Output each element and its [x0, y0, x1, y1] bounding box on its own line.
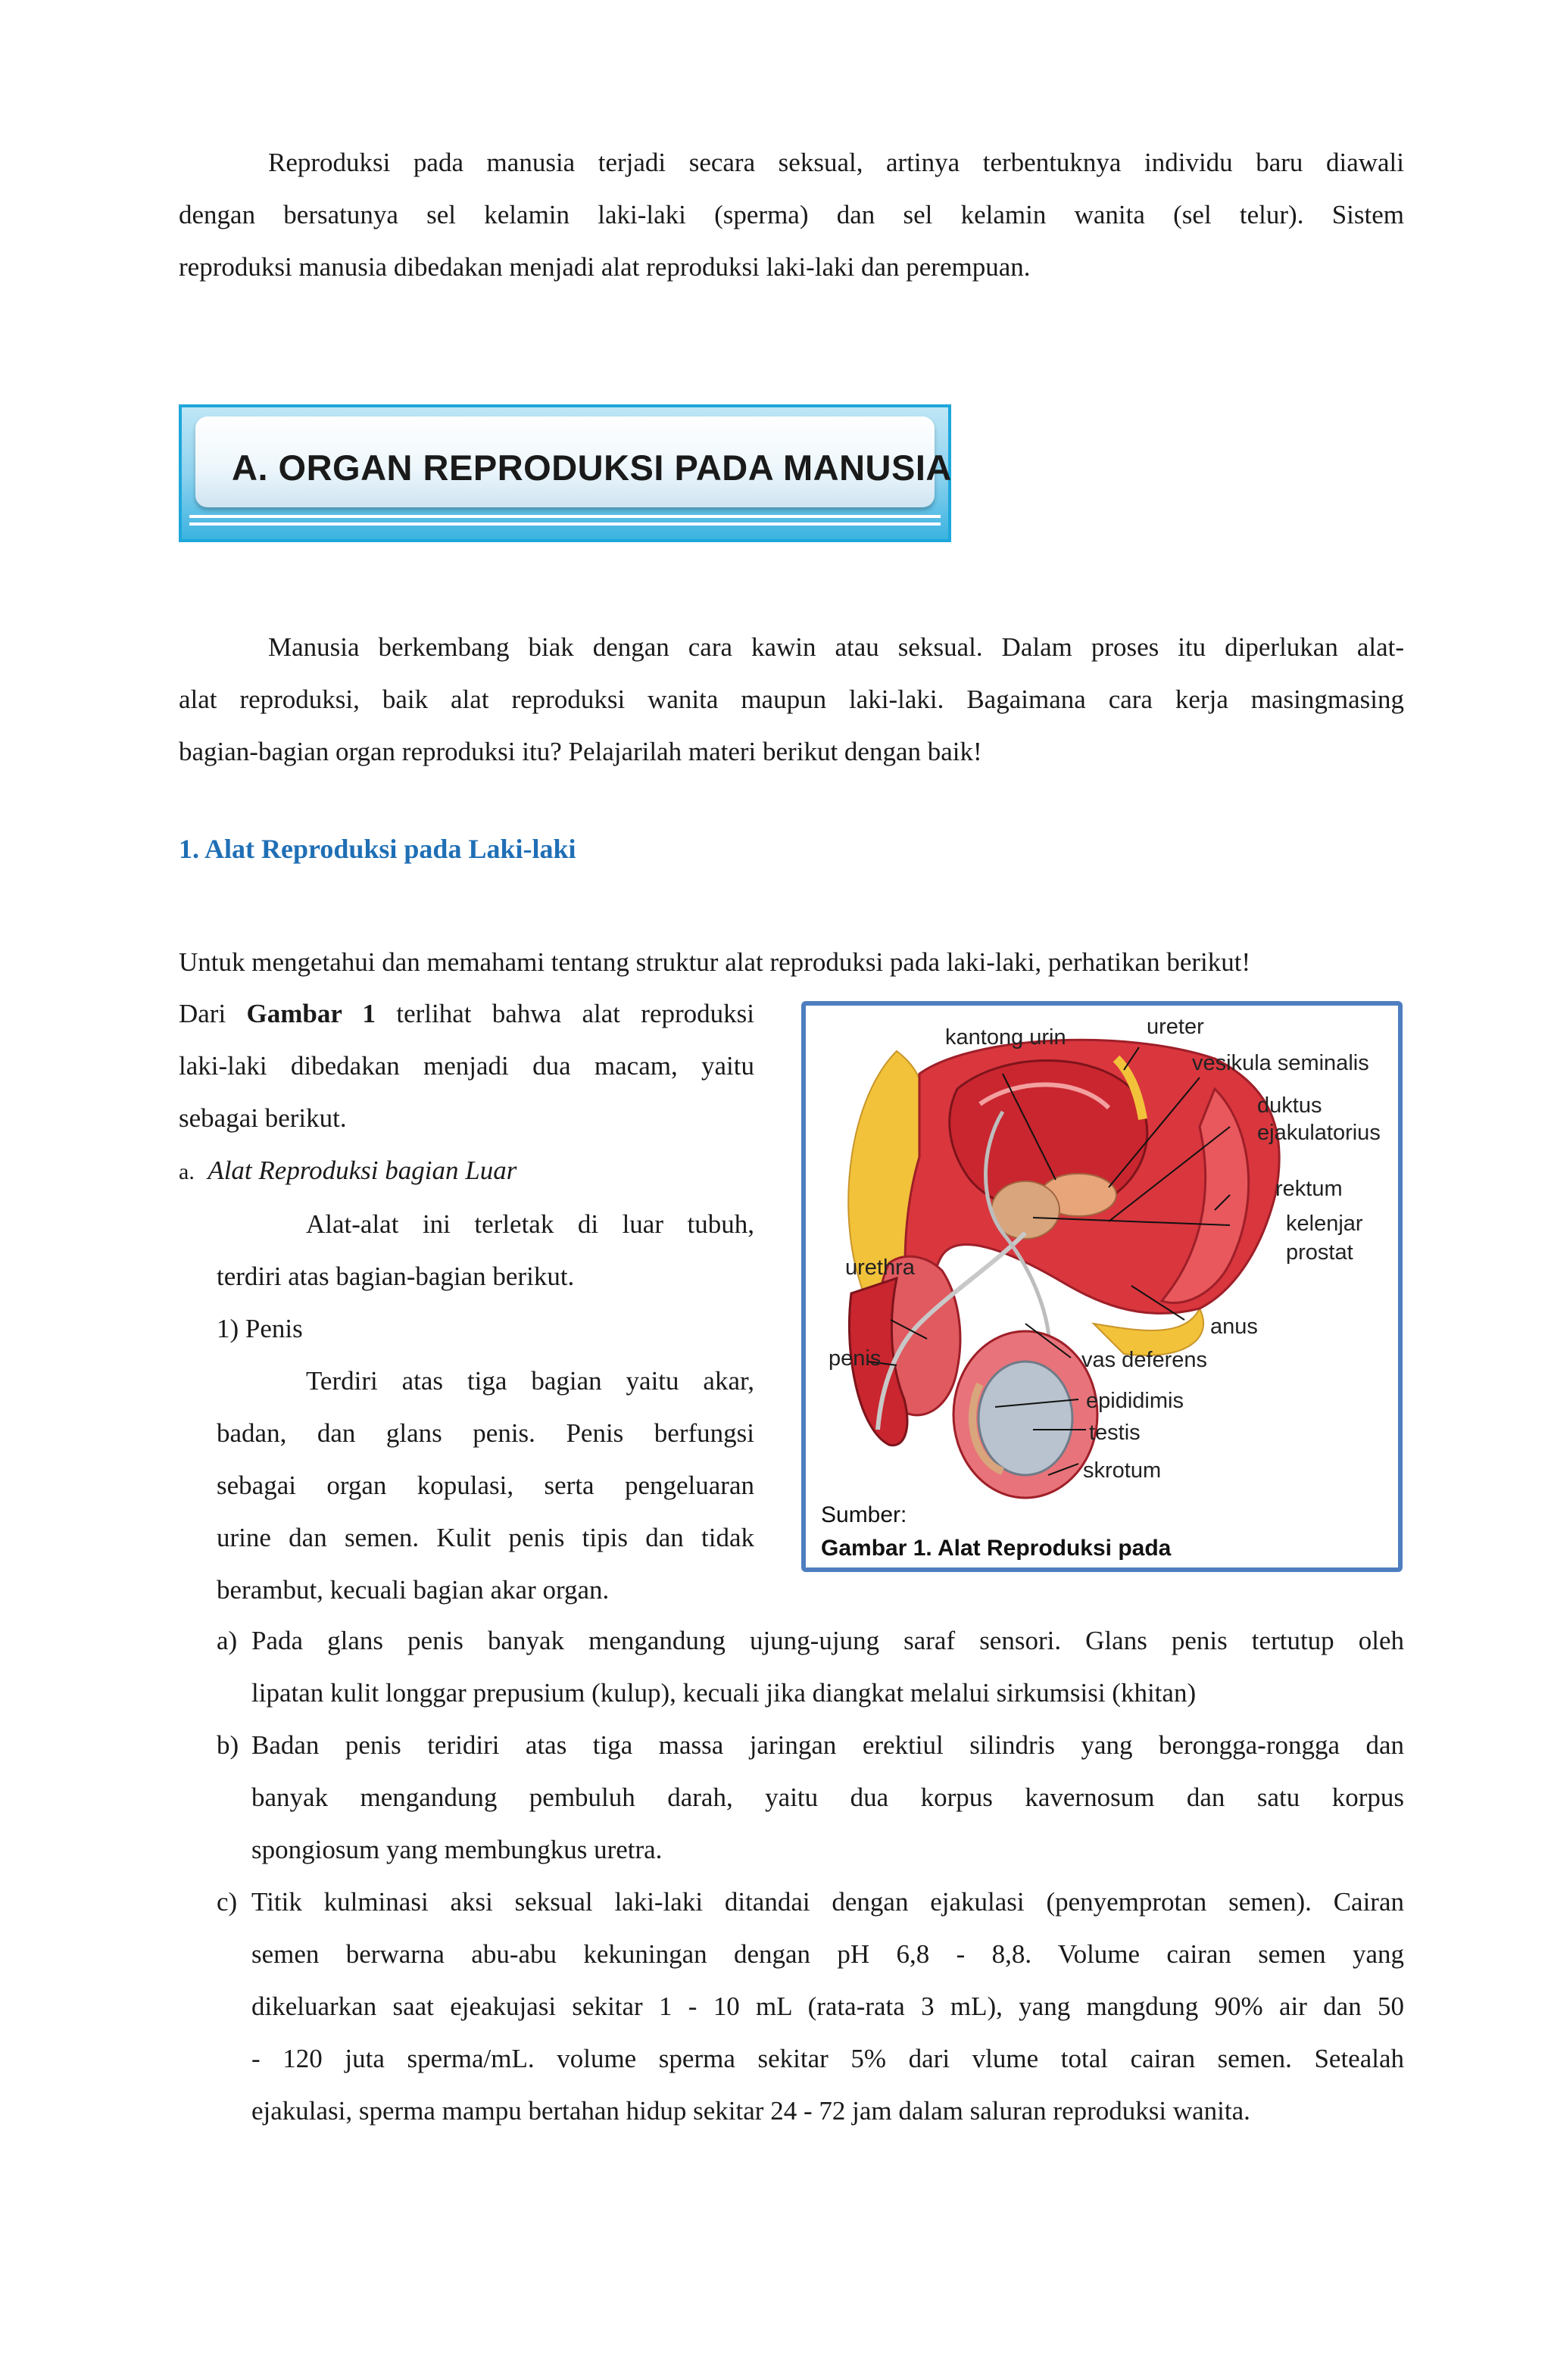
- label-ureter: ureter: [1147, 1015, 1204, 1039]
- label-kantong-urin: kantong urin: [945, 1025, 1066, 1050]
- section-heading-box: [179, 404, 951, 542]
- list-line: Pada glans penis banyak mengandung ujung-ujung saraf sensori. Glans penis tertutup oleh: [251, 1626, 1404, 1655]
- figure-1: [801, 1001, 1403, 1572]
- penis-text-3: sebagai organ kopulasi, serta pengeluaran: [217, 1471, 754, 1500]
- list-body: [251, 1719, 1404, 1876]
- penis-text-2: badan, dan glans penis. Penis berfungsi: [217, 1418, 754, 1448]
- heading-stripe: [189, 515, 941, 518]
- item-a-text-2: terdiri atas bagian-bagian berikut.: [217, 1262, 575, 1291]
- section-intro-line-3: bagian-bagian organ reproduksi itu? Pelajarilah materi berikut dengan baik!: [179, 737, 982, 766]
- figure-ref: Gambar 1: [246, 999, 376, 1028]
- list-line: ejakulasi, sperma mampu bertahan hidup sekitar 24 - 72 jam dalam saluran reproduksi wanita.: [251, 2096, 1250, 2126]
- penis-text-5: berambut, kecuali bagian akar organ.: [217, 1575, 610, 1605]
- label-duktus-2: ejakulatorius: [1257, 1121, 1381, 1145]
- list-line: - 120 juta sperma/mL. volume sperma sekitar 5% dari vlume total cairan semen. Setealah: [251, 2044, 1404, 2073]
- list-marker: b): [217, 1730, 239, 1760]
- label-epididimis: epididimis: [1086, 1389, 1184, 1413]
- section-heading: A. ORGAN REPRODUKSI PADA MANUSIA: [232, 448, 952, 488]
- figure-caption: Gambar 1. Alat Reproduksi pada: [821, 1536, 1172, 1561]
- heading-stripe: [189, 522, 941, 526]
- label-testis: testis: [1089, 1421, 1141, 1445]
- subsection-heading: 1. Alat Reproduksi pada Laki-laki: [179, 834, 576, 864]
- list-line: banyak mengandung pembuluh darah, yaitu dua korpus kavernosum dan satu korpus: [251, 1783, 1404, 1812]
- section-intro-line-1: Manusia berkembang biak dengan cara kawin atau seksual. Dalam proses itu diperlukan alat-: [268, 632, 1404, 662]
- label-penis: penis: [829, 1346, 882, 1371]
- heading-plate: [195, 416, 952, 507]
- label-anus: anus: [1210, 1315, 1258, 1339]
- label-skrotum: skrotum: [1083, 1458, 1162, 1483]
- text-span: Dari: [179, 999, 247, 1028]
- list-item: [217, 1876, 1404, 2137]
- gambar-intro-line-2: laki-laki dibedakan menjadi dua macam, yaitu: [179, 1051, 754, 1081]
- list-line: spongiosum yang membungkus uretra.: [251, 1835, 663, 1864]
- list-line: lipatan kulit longgar prepusium (kulup), kecuali jika diangkat melalui sirkumsisi (khitan): [251, 1678, 1197, 1708]
- list-body: [251, 1614, 1404, 1719]
- penis-text-1: Terdiri atas tiga bagian yaitu akar,: [306, 1366, 754, 1396]
- gambar-intro-line-1: [179, 987, 754, 1040]
- detail-list: [217, 1614, 1404, 2137]
- left-column: [179, 987, 754, 1616]
- label-vesikula: vesikula seminalis: [1192, 1051, 1369, 1075]
- label-kelenjar-2: prostat: [1286, 1240, 1353, 1265]
- list-line: Badan penis teridiri atas tiga massa jaringan erektiul silindris yang berongga-rongga dan: [251, 1730, 1404, 1760]
- section-intro-line-2: alat reproduksi, baik alat reproduksi wanita maupun laki-laki. Bagaimana cara kerja masingmasing: [179, 685, 1404, 714]
- list-marker: a): [217, 1626, 238, 1655]
- list-line: dikeluarkan saat ejeakujasi sekitar 1 - 10 mL (rata-rata 3 mL), yang mangdung 90% air dan 50: [251, 1992, 1404, 2021]
- intro-line-1: Reproduksi pada manusia terjadi secara seksual, artinya terbentuknya individu baru diawali: [268, 148, 1404, 177]
- penis-title: Penis: [245, 1314, 303, 1343]
- penis-text-4: urine dan semen. Kulit penis tipis dan tidak: [217, 1523, 754, 1552]
- gambar-intro-line-3: sebagai berikut.: [179, 1103, 347, 1133]
- list-marker: c): [217, 1887, 238, 1917]
- figure-source: Sumber:: [821, 1502, 907, 1527]
- label-rektum: rektum: [1275, 1177, 1343, 1201]
- observe-line: Untuk mengetahui dan memahami tentang struktur alat reproduksi pada laki-laki, perhatikan berikut!: [179, 947, 1251, 977]
- item-a-title: Alat Reproduksi bagian Luar: [208, 1156, 517, 1185]
- list-body: [251, 1876, 1404, 2137]
- list-line: Titik kulminasi aksi seksual laki-laki ditandai dengan ejakulasi (penyemprotan semen). Cairan: [251, 1887, 1404, 1917]
- section-intro-paragraph: [179, 621, 1404, 778]
- intro-paragraph: [179, 136, 1404, 293]
- list-item: [217, 1614, 1404, 1719]
- label-duktus-1: duktus: [1257, 1093, 1322, 1118]
- list-line: semen berwarna abu-abu kekuningan dengan pH 6,8 - 8,8. Volume cairan semen yang: [251, 1939, 1404, 1969]
- penis-heading: [179, 1302, 754, 1355]
- penis-marker: 1): [217, 1314, 239, 1343]
- list-item: [217, 1719, 1404, 1876]
- item-a-marker: a.: [179, 1159, 195, 1184]
- text-span: terlihat bahwa alat reproduksi: [376, 999, 754, 1028]
- label-vas-deferens: vas deferens: [1081, 1348, 1208, 1372]
- intro-line-2: dengan bersatunya sel kelamin laki-laki (sperma) dan sel kelamin wanita (sel telur). Sistem: [179, 200, 1404, 229]
- item-a-heading: [179, 1144, 754, 1198]
- label-kelenjar-1: kelenjar: [1286, 1212, 1363, 1236]
- item-a-text-1: Alat-alat ini terletak di luar tubuh,: [306, 1209, 754, 1239]
- intro-line-3: reproduksi manusia dibedakan menjadi alat reproduksi laki-laki dan perempuan.: [179, 252, 1031, 282]
- label-urethra: urethra: [845, 1256, 915, 1280]
